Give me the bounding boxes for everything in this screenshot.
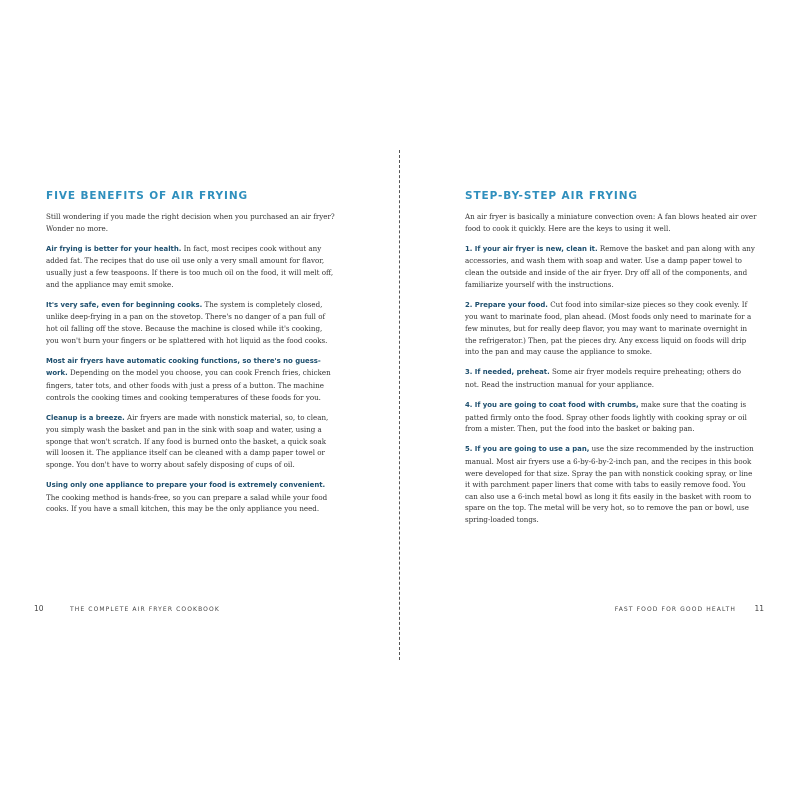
benefit-paragraph [46,412,336,471]
left-page-number: 10 [34,604,44,613]
step-text: Remove the basket and pan along with any accessories, and wash them with soap and water. Use a damp paper towel to clean the outside and inside of the air fryer. Dry off all of the components, and familiarize yourself with the instructions. [465,243,755,289]
step-paragraph [465,243,757,290]
benefit-text: The system is completely closed, unlike deep-frying in a pan on the stovetop. There's no danger of a pan full of hot oil falling off the stove. Because the machine is closed while it's cooking, you won't burn your fingers or be splattered with hot liquid as the food cooks. [46,299,328,345]
benefit-text: Depending on the model you choose, you can cook French fries, chicken fingers, tater tots, and other foods with just a press of a button. The machine controls the cooking times and cooking temperatures of these foods for you. [46,368,331,402]
benefit-paragraph [46,243,336,290]
left-heading: FIVE BENEFITS OF AIR FRYING [46,190,249,202]
right-running-head: FAST FOOD FOR GOOD HEALTH [614,606,736,613]
benefit-paragraph [46,355,336,403]
benefit-lead: Air frying is better for your health. [46,244,182,253]
benefit-text: Air fryers are made with nonstick material, so, to clean, you simply wash the basket and pan in the sink with soap and water, using a sponge that won't scratch. If any food is burned onto the basket, a quick soak will loosen it. The appliance itself can be cleaned with a damp paper towel or sponge. You don't have to worry about safely disposing of cups of oil. [46,412,329,470]
left-page [0,0,398,800]
step-lead: 3. If needed, preheat. [465,368,550,377]
step-paragraph [465,366,757,390]
step-lead: 2. Prepare your food. [465,300,548,309]
step-text: Some air fryer models require preheating; others do not. Read the instruction manual for your appliance. [465,367,742,389]
benefit-lead: Cleanup is a breeze. [46,413,125,422]
step-text: Cut food into similar-size pieces so they cook evenly. If you want to marinate food, plan ahead. (Most foods only need to marinate for a few minutes, but for really deep flavor, you may want to marinate overnight in the refrigerator.) Then, pat the pieces dry. Any excess liquid on foods will drip into the pan and may cause the appliance to smoke. [465,299,752,357]
left-column [46,190,336,524]
benefit-lead: Most air fryers have automatic cooking functions, so there's no guess-work. [46,356,321,378]
benefit-paragraph [46,299,336,346]
left-running-head: THE COMPLETE AIR FRYER COOKBOOK [70,606,220,613]
gutter-divider [399,150,400,660]
benefit-lead: It's very safe, even for beginning cooks. [46,300,203,309]
benefit-paragraph [46,479,336,515]
step-text: use the size recommended by the instruction manual. Most air fryers use a 6-by-6-by-2-inch pan, and the recipes in this book were developed for that size. Spray the pan with nonstick cooking spray, or line it with parchment paper liners that come with tabs to easily remove food. You can also use a 6-inch metal bowl as long it fits easily in the basket with room to spare on the top. The metal will be very hot, so to remove the pan or bowl, use spring-loaded tongs. [465,444,754,525]
right-page-number: 11 [754,604,764,613]
benefit-text: The cooking method is hands-free, so you can prepare a salad while your food cooks. If you have a small kitchen, this may be the only appliance you need. [46,492,328,514]
step-paragraph [465,399,757,435]
step-paragraph [465,299,757,358]
step-paragraph [465,443,757,525]
right-heading: STEP-BY-STEP AIR FRYING [465,190,638,202]
right-intro: An air fryer is basically a miniature convection oven: A fan blows heated air over food to cook it quickly. Here are the keys to using it well. [465,212,757,233]
left-intro: Still wondering if you made the right decision when you purchased an air fryer? Wonder no more. [46,212,335,233]
benefit-text: In fact, most recipes cook without any added fat. The recipes that do use oil use only a very small amount for flavor, usually just a few teaspoons. If there is too much oil on the food, it will melt off, and the appliance may emit smoke. [46,243,334,289]
right-page [402,0,800,800]
benefit-lead: Using only one appliance to prepare your food is extremely convenient. [46,481,326,490]
right-column [465,190,757,534]
step-lead: 5. If you are going to use a pan, [465,445,590,454]
step-lead: 4. If you are going to coat food with crumbs, [465,401,639,410]
step-lead: 1. If your air fryer is new, clean it. [465,244,598,253]
step-text: make sure that the coating is patted firmly onto the food. Spray other foods lightly with cooking spray or oil from a mister. Then, put the food into the basket or baking pan. [465,400,747,434]
